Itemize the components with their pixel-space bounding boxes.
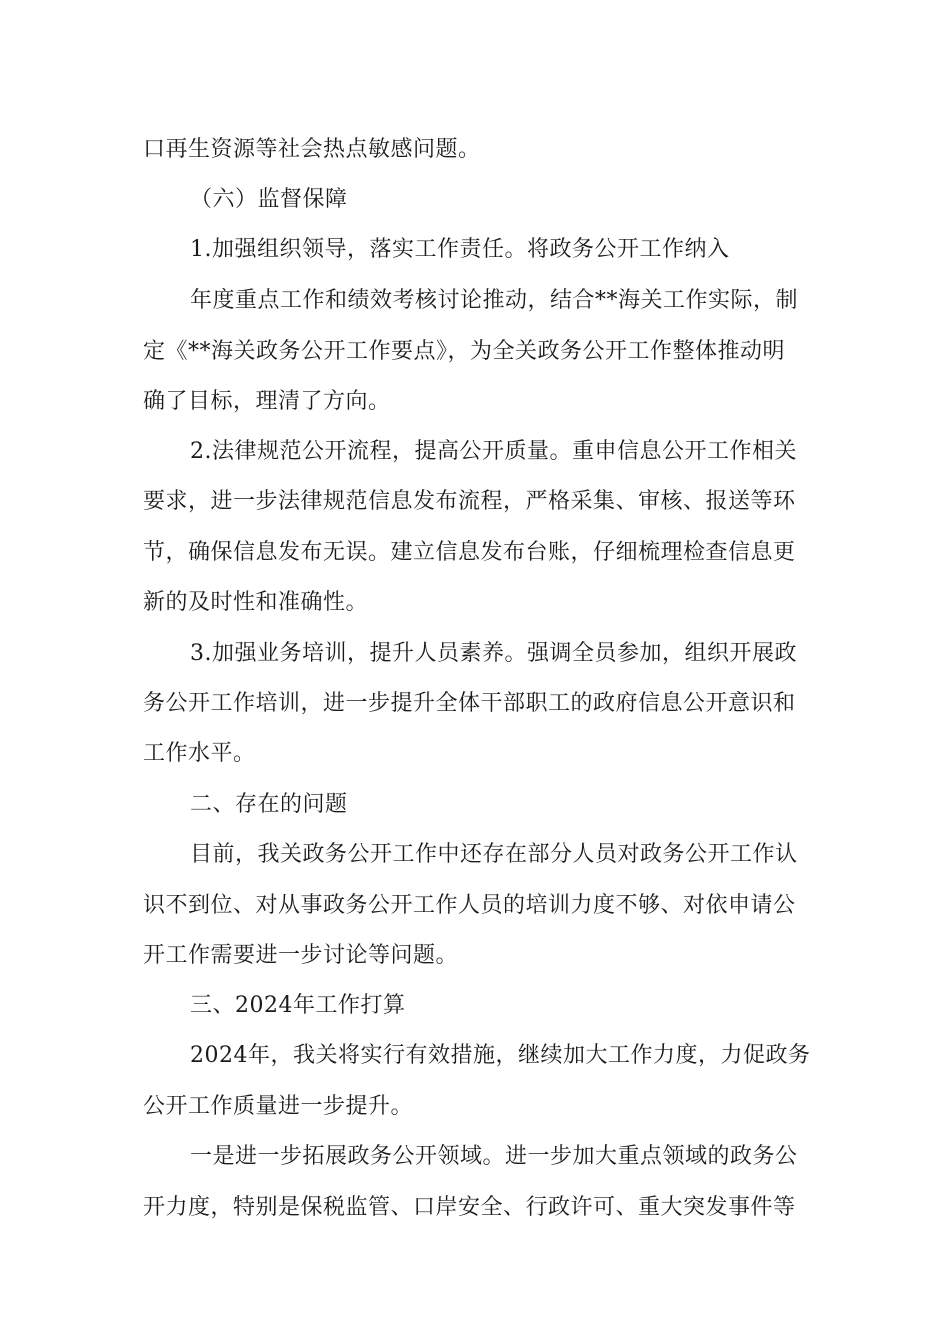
body-text-line: 开工作需要进一步讨论等问题。 [143,943,459,968]
body-text-line: 定《**海关政务公开工作要点》，为全关政务公开工作整体推动明 [143,339,786,364]
body-text-line: 务公开工作培训，进一步提升全体干部职工的政府信息公开意识和 [143,691,796,716]
body-text-line: 一是进一步拓展政务公开领域。进一步加大重点领域的政务公 [190,1144,798,1169]
body-text-line: 开力度，特别是保税监管、口岸安全、行政许可、重大突发事件等 [143,1195,796,1220]
body-text-line: 2.法律规范公开流程，提高公开质量。重申信息公开工作相关 [190,439,797,464]
section-heading: 三、2024年工作打算 [190,993,406,1018]
body-text-line: 口再生资源等社会热点敏感问题。 [143,137,481,162]
body-text-line: 3.加强业务培训，提升人员素养。强调全员参加，组织开展政 [190,641,797,666]
section-heading: 二、存在的问题 [190,792,348,817]
body-text-line: 要求，进一步法律规范信息发布流程，严格采集、审核、报送等环 [143,489,796,514]
body-text-line: 工作水平。 [143,741,256,766]
body-text-line: 确了目标，理清了方向。 [143,389,391,414]
body-text-line: 识不到位、对从事政务公开工作人员的培训力度不够、对依申请公 [143,893,796,918]
body-text-line: 目前，我关政务公开工作中还存在部分人员对政务公开工作认 [190,842,798,867]
body-text-line: 新的及时性和准确性。 [143,590,369,615]
body-text-line: 节，确保信息发布无误。建立信息发布台账，仔细梳理检查信息更 [143,540,796,565]
body-text-line: 年度重点工作和绩效考核讨论推动，结合**海关工作实际，制 [190,288,799,313]
body-text-line: 公开工作质量进一步提升。 [143,1094,414,1119]
body-text-line: 1.加强组织领导，落实工作责任。将政务公开工作纳入 [190,237,730,262]
section-heading: （六）监督保障 [190,187,348,212]
body-text-line: 2024年，我关将实行有效措施，继续加大工作力度，力促政务 [190,1043,811,1068]
